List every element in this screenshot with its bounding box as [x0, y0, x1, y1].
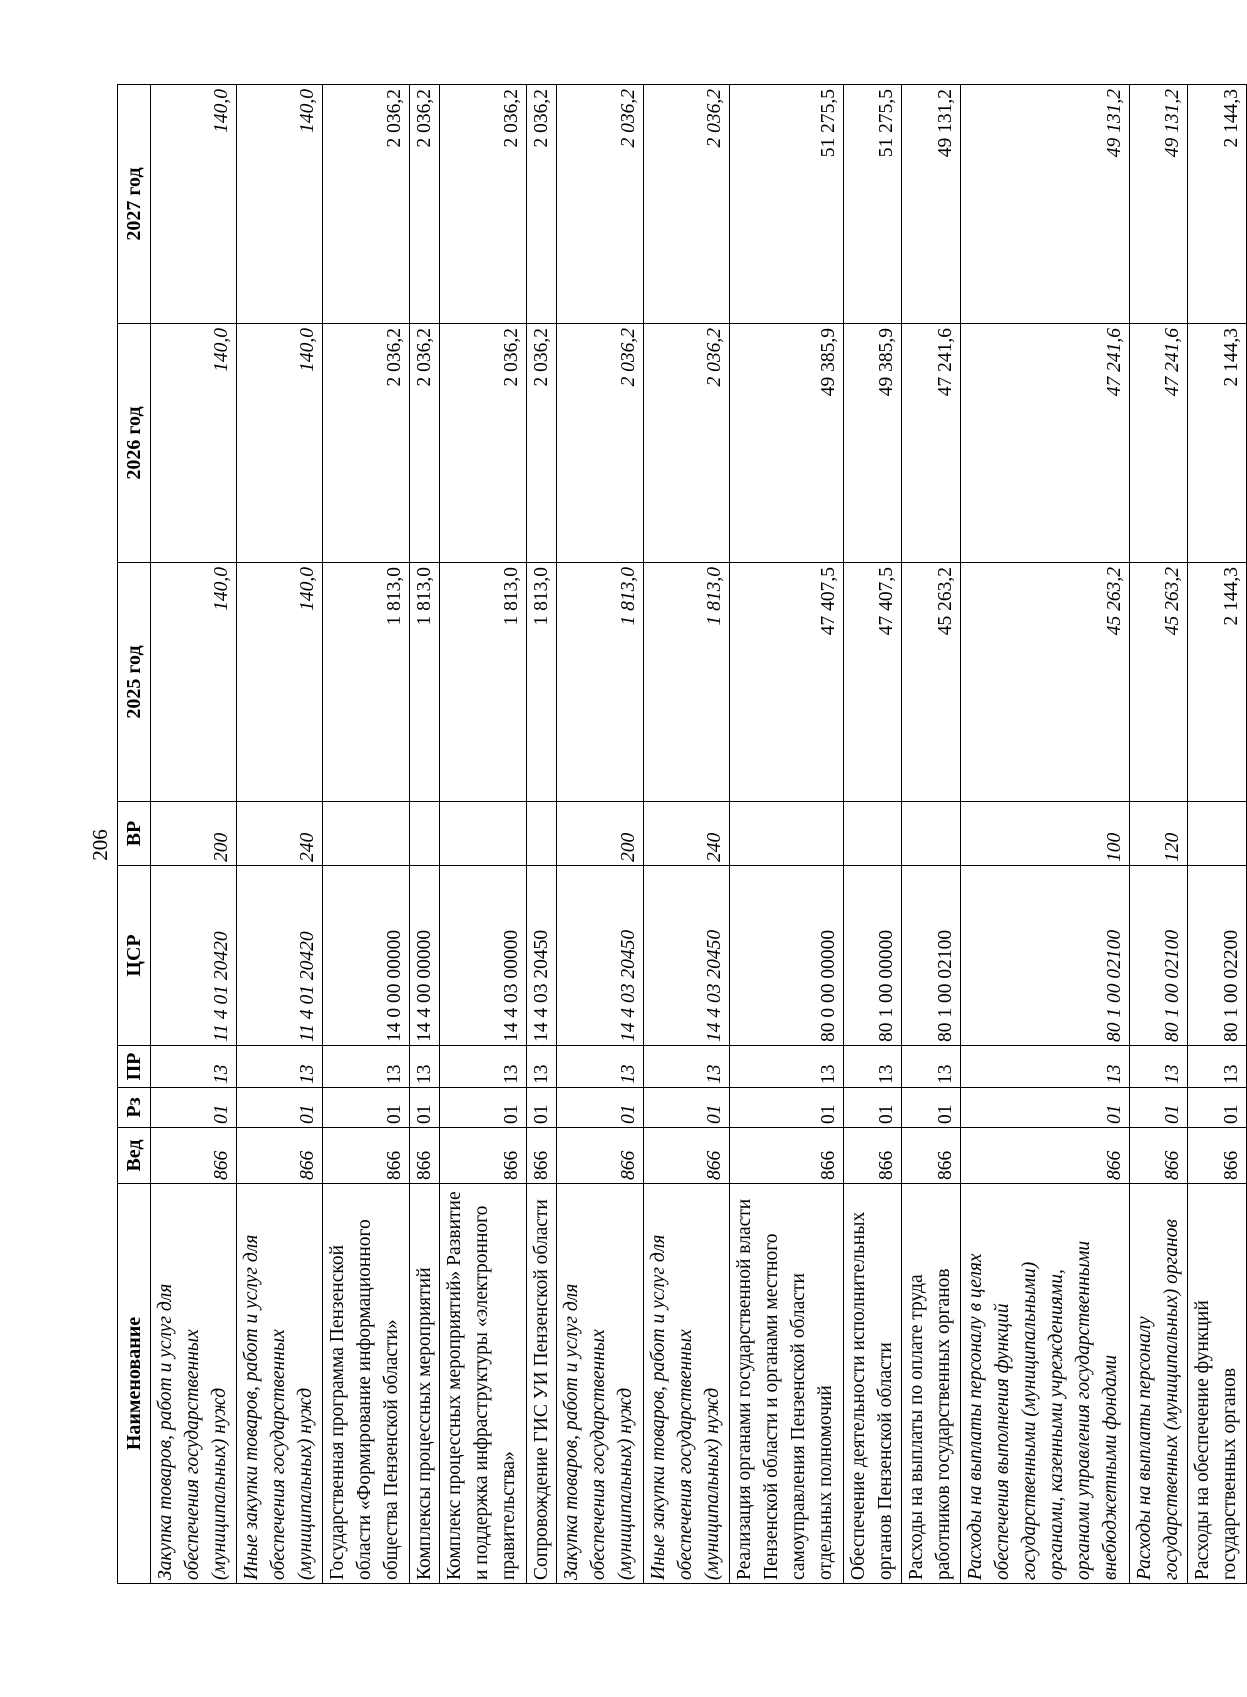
cell-name: Иные закупки товаров, работ и услуг для обеспечения государственных (муниципальных) нужд — [643, 1184, 729, 1584]
cell-vr: 120 — [1129, 802, 1187, 866]
cell-csr: 14 0 00 00000 — [323, 866, 409, 1046]
cell-2026: 2 144,3 — [1188, 324, 1247, 563]
cell-name: Расходы на выплаты персоналу в целях обеспечения выполнения функций государственными (муниципальными) органами, казенными учреждениями, органами управления государственными внебюджетными фондами — [960, 1184, 1129, 1584]
cell-pr: 13 — [151, 1046, 237, 1088]
cell-2027: 49 131,2 — [902, 85, 960, 324]
cell-2026: 140,0 — [151, 324, 237, 563]
cell-rz: 01 — [1129, 1088, 1187, 1128]
cell-vr — [409, 802, 440, 866]
cell-ved: 866 — [526, 1128, 557, 1184]
table-row — [557, 85, 643, 1584]
cell-2026: 2 036,2 — [323, 324, 409, 563]
cell-2026: 2 036,2 — [557, 324, 643, 563]
cell-ved: 866 — [843, 1128, 901, 1184]
cell-2025: 47 407,5 — [843, 563, 901, 802]
cell-vr — [323, 802, 409, 866]
cell-ved: 866 — [440, 1128, 526, 1184]
cell-csr: 14 4 00 00000 — [409, 866, 440, 1046]
table-row — [237, 85, 323, 1584]
cell-rz: 01 — [643, 1088, 729, 1128]
table-row — [729, 85, 843, 1584]
table-body — [151, 85, 1247, 1584]
cell-2025: 45 263,2 — [1129, 563, 1187, 802]
cell-pr: 13 — [960, 1046, 1129, 1088]
cell-name: Иные закупки товаров, работ и услуг для обеспечения государственных (муниципальных) нужд — [237, 1184, 323, 1584]
cell-ved: 866 — [323, 1128, 409, 1184]
header-2025: 2025 год — [118, 563, 151, 802]
cell-2025: 2 144,3 — [1188, 563, 1247, 802]
cell-pr: 13 — [1129, 1046, 1187, 1088]
cell-pr: 13 — [843, 1046, 901, 1088]
header-vr: ВР — [118, 802, 151, 866]
cell-pr: 13 — [526, 1046, 557, 1088]
cell-ved: 866 — [960, 1128, 1129, 1184]
table-row — [960, 85, 1129, 1584]
cell-csr: 14 4 03 20450 — [643, 866, 729, 1046]
cell-ved: 866 — [643, 1128, 729, 1184]
cell-ved: 866 — [237, 1128, 323, 1184]
cell-rz: 01 — [409, 1088, 440, 1128]
cell-csr: 14 4 03 20450 — [557, 866, 643, 1046]
cell-csr: 80 1 00 02100 — [960, 866, 1129, 1046]
table-row — [151, 85, 237, 1584]
cell-ved: 866 — [729, 1128, 843, 1184]
table-row — [409, 85, 440, 1584]
cell-name: Реализация органами государственной власти Пензенской области и органами местного самоуправления Пензенской области отдельных полномочий — [729, 1184, 843, 1584]
cell-rz: 01 — [151, 1088, 237, 1128]
cell-2025: 1 813,0 — [323, 563, 409, 802]
cell-name: Расходы на выплаты персоналу государственных (муниципальных) органов — [1129, 1184, 1187, 1584]
header-pr: ПР — [118, 1046, 151, 1088]
cell-2027: 49 131,2 — [1129, 85, 1187, 324]
cell-rz: 01 — [843, 1088, 901, 1128]
cell-2027: 2 036,2 — [557, 85, 643, 324]
cell-2026: 140,0 — [237, 324, 323, 563]
cell-pr: 13 — [1188, 1046, 1247, 1088]
header-name: Наименование — [118, 1184, 151, 1584]
cell-2027: 140,0 — [151, 85, 237, 324]
cell-csr: 80 1 00 00000 — [843, 866, 901, 1046]
cell-2025: 45 263,2 — [902, 563, 960, 802]
header-csr: ЦСР — [118, 866, 151, 1046]
cell-ved: 866 — [1188, 1128, 1247, 1184]
cell-ved: 866 — [151, 1128, 237, 1184]
table-row — [1129, 85, 1187, 1584]
cell-2025: 45 263,2 — [960, 563, 1129, 802]
cell-pr: 13 — [237, 1046, 323, 1088]
cell-pr: 13 — [409, 1046, 440, 1088]
cell-2027: 2 036,2 — [526, 85, 557, 324]
cell-2025: 140,0 — [151, 563, 237, 802]
cell-name: Обеспечение деятельности исполнительных органов Пензенской области — [843, 1184, 901, 1584]
cell-csr: 80 1 00 02100 — [902, 866, 960, 1046]
rotated-table-container — [117, 84, 1247, 1584]
cell-rz: 01 — [557, 1088, 643, 1128]
cell-2025: 1 813,0 — [440, 563, 526, 802]
cell-2027: 2 036,2 — [643, 85, 729, 324]
cell-vr — [843, 802, 901, 866]
cell-vr — [902, 802, 960, 866]
page-number: 206 — [88, 829, 112, 861]
cell-vr: 240 — [643, 802, 729, 866]
cell-name: Закупка товаров, работ и услуг для обеспечения государственных (муниципальных) нужд — [557, 1184, 643, 1584]
cell-2026: 49 385,9 — [843, 324, 901, 563]
cell-ved: 866 — [1129, 1128, 1187, 1184]
cell-name: Закупка товаров, работ и услуг для обеспечения государственных (муниципальных) нужд — [151, 1184, 237, 1584]
cell-vr: 200 — [557, 802, 643, 866]
table-header-row — [118, 85, 151, 1584]
table-row — [902, 85, 960, 1584]
cell-2026: 47 241,6 — [902, 324, 960, 563]
cell-pr: 13 — [643, 1046, 729, 1088]
cell-2027: 49 131,2 — [960, 85, 1129, 324]
cell-pr: 13 — [557, 1046, 643, 1088]
cell-vr — [440, 802, 526, 866]
cell-2026: 2 036,2 — [643, 324, 729, 563]
cell-2025: 140,0 — [237, 563, 323, 802]
cell-2027: 2 036,2 — [323, 85, 409, 324]
cell-rz: 01 — [440, 1088, 526, 1128]
cell-csr: 80 0 00 00000 — [729, 866, 843, 1046]
cell-ved: 866 — [557, 1128, 643, 1184]
cell-pr: 13 — [323, 1046, 409, 1088]
cell-2026: 47 241,6 — [1129, 324, 1187, 563]
cell-2026: 49 385,9 — [729, 324, 843, 563]
header-rz: Рз — [118, 1088, 151, 1128]
cell-2027: 51 275,5 — [729, 85, 843, 324]
cell-rz: 01 — [902, 1088, 960, 1128]
cell-name: Государственная программа Пензенской области «Формирование информационного общества Пензенской области» — [323, 1184, 409, 1584]
cell-ved: 866 — [902, 1128, 960, 1184]
cell-csr: 80 1 00 02200 — [1188, 866, 1247, 1046]
cell-rz: 01 — [237, 1088, 323, 1128]
cell-name: Сопровождение ГИС УИ Пензенской области — [526, 1184, 557, 1584]
cell-2027: 51 275,5 — [843, 85, 901, 324]
cell-rz: 01 — [526, 1088, 557, 1128]
cell-pr: 13 — [729, 1046, 843, 1088]
header-2027: 2027 год — [118, 85, 151, 324]
cell-pr: 13 — [902, 1046, 960, 1088]
cell-name: Комплекс процессных мероприятий» Развитие и поддержка инфраструктуры «электронного правительства» — [440, 1184, 526, 1584]
cell-2026: 2 036,2 — [526, 324, 557, 563]
cell-rz: 01 — [323, 1088, 409, 1128]
header-2026: 2026 год — [118, 324, 151, 563]
cell-name: Комплексы процессных мероприятий — [409, 1184, 440, 1584]
cell-vr: 200 — [151, 802, 237, 866]
table-row — [526, 85, 557, 1584]
cell-2025: 1 813,0 — [643, 563, 729, 802]
cell-2027: 2 144,3 — [1188, 85, 1247, 324]
budget-table — [117, 84, 1247, 1584]
cell-2025: 1 813,0 — [409, 563, 440, 802]
cell-vr: 240 — [237, 802, 323, 866]
cell-2025: 1 813,0 — [557, 563, 643, 802]
cell-csr: 14 4 03 00000 — [440, 866, 526, 1046]
cell-2027: 2 036,2 — [440, 85, 526, 324]
cell-2027: 2 036,2 — [409, 85, 440, 324]
cell-csr: 11 4 01 20420 — [237, 866, 323, 1046]
table-row — [323, 85, 409, 1584]
cell-pr: 13 — [440, 1046, 526, 1088]
cell-vr — [729, 802, 843, 866]
cell-csr: 80 1 00 02100 — [1129, 866, 1187, 1046]
cell-name: Расходы на обеспечение функций государственных органов — [1188, 1184, 1247, 1584]
cell-rz: 01 — [1188, 1088, 1247, 1128]
cell-vr — [1188, 802, 1247, 866]
table-row — [843, 85, 901, 1584]
cell-2026: 2 036,2 — [440, 324, 526, 563]
cell-vr: 100 — [960, 802, 1129, 866]
cell-ved: 866 — [409, 1128, 440, 1184]
cell-csr: 11 4 01 20420 — [151, 866, 237, 1046]
cell-name: Расходы на выплаты по оплате труда работников государственных органов — [902, 1184, 960, 1584]
header-ved: Вед — [118, 1128, 151, 1184]
cell-csr: 14 4 03 20450 — [526, 866, 557, 1046]
cell-2026: 2 036,2 — [409, 324, 440, 563]
cell-rz: 01 — [960, 1088, 1129, 1128]
cell-vr — [526, 802, 557, 866]
table-row — [1188, 85, 1247, 1584]
cell-2026: 47 241,6 — [960, 324, 1129, 563]
cell-2027: 140,0 — [237, 85, 323, 324]
cell-2025: 1 813,0 — [526, 563, 557, 802]
cell-rz: 01 — [729, 1088, 843, 1128]
table-row — [440, 85, 526, 1584]
table-row — [643, 85, 729, 1584]
cell-2025: 47 407,5 — [729, 563, 843, 802]
